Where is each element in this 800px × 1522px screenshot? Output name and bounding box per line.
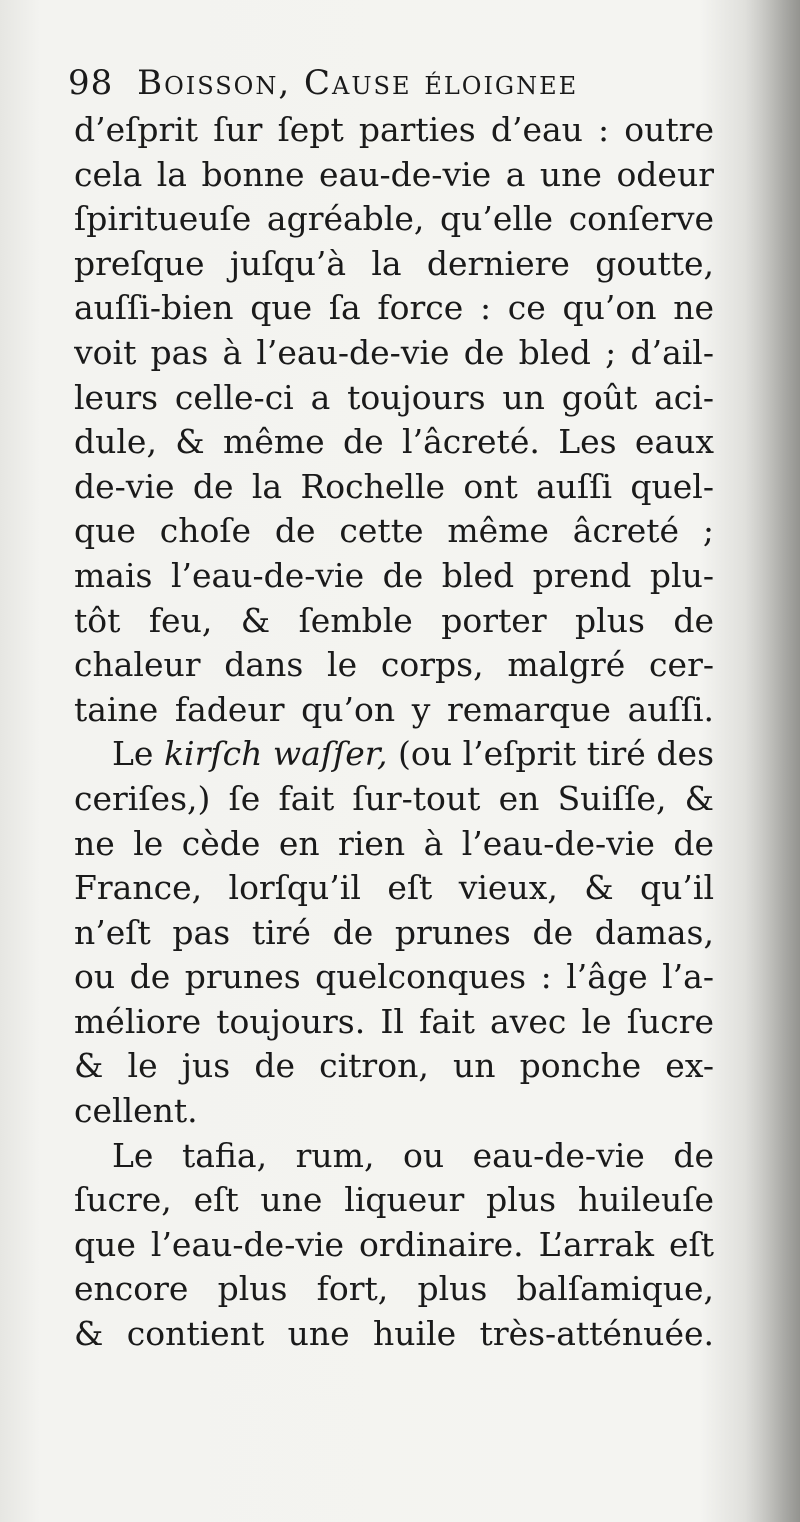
text-line: voit pas à l’eau-de-vie de bled ; d’ail- bbox=[74, 332, 714, 372]
text-line: cellent. bbox=[74, 1091, 198, 1131]
text-line: tôt feu, & ſemble porter plus de bbox=[74, 600, 714, 640]
paragraph-first-line bbox=[74, 732, 714, 777]
text-line: que choſe de cette même âcreté ; bbox=[74, 511, 714, 551]
text-run: Le bbox=[112, 734, 165, 774]
text-line: France, lorſqu’il eſt vieux, & qu’il bbox=[74, 868, 714, 908]
text-line: ſpiritueuſe agréable, qu’elle conſerve bbox=[74, 199, 714, 239]
text-line: ou de prunes quelconques : l’âge l’a- bbox=[74, 957, 714, 997]
text-line: cela la bonne eau-de-vie a une odeur bbox=[74, 154, 714, 194]
italic-term: kirſch waſſer, bbox=[164, 734, 388, 774]
text-line: ne le cède en rien à l’eau-de-vie de bbox=[74, 823, 714, 863]
text-line: leurs celle-ci a toujours un goût aci- bbox=[74, 377, 714, 417]
text-line: Le tafia, rum, ou eau-de-vie de bbox=[112, 1135, 714, 1175]
text-line: chaleur dans le corps, malgré cer- bbox=[74, 645, 714, 685]
text-run: (ou l’eſprit tiré des bbox=[387, 734, 714, 774]
text-line: taine fadeur qu’on y remarque auſſi. bbox=[74, 689, 714, 729]
text-line: ſucre, eſt une liqueur plus huileuſe bbox=[74, 1180, 714, 1220]
running-head: Boisson, Cause éloignee bbox=[137, 63, 579, 103]
page-number: 98 bbox=[68, 63, 114, 103]
gutter-shadow bbox=[745, 0, 800, 1522]
text-line: ceriſes,) ſe fait ſur-tout en Suiſſe, & bbox=[74, 778, 714, 818]
text-line: d’eſprit ſur ſept parties d’eau : outre bbox=[74, 110, 714, 149]
text-line: preſque juſqu’à la derniere goutte, bbox=[74, 243, 714, 283]
body-text bbox=[74, 108, 714, 1357]
text-line: dule, & même de l’âcreté. Les eaux bbox=[74, 422, 714, 462]
text-line: & le jus de citron, un ponche ex- bbox=[74, 1046, 714, 1086]
text-line: n’eſt pas tiré de prunes de damas, bbox=[74, 912, 714, 952]
text-line: encore plus fort, plus balſamique, bbox=[74, 1269, 714, 1309]
text-line: mais l’eau-de-vie de bled prend plu- bbox=[74, 555, 714, 595]
text-line: auſſi-bien que ſa force : ce qu’on ne bbox=[74, 288, 714, 328]
text-line: & contient une huile très-atténuée. bbox=[74, 1314, 714, 1354]
page-header bbox=[68, 58, 708, 108]
text-line: de-vie de la Rochelle ont auſſi quel- bbox=[74, 466, 714, 506]
text-line: que l’eau-de-vie ordinaire. L’arrak eſt bbox=[74, 1224, 714, 1264]
text-line: méliore toujours. Il fait avec le ſucre bbox=[74, 1001, 714, 1041]
